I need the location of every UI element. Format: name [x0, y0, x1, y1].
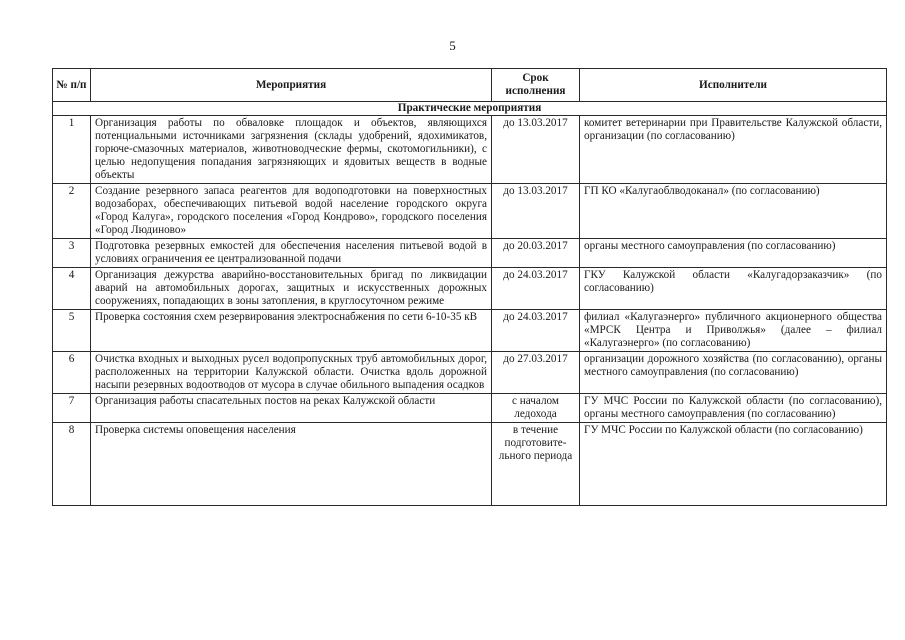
- row-executors: органы местного самоуправления (по согласованию): [580, 239, 887, 268]
- table-row: [53, 184, 887, 239]
- table-row: [53, 394, 887, 423]
- table-row: [53, 352, 887, 394]
- row-executors: ГКУ Калужской области «Калугадорзаказчик» (по согласованию): [580, 268, 887, 310]
- activities-table: [52, 68, 887, 506]
- row-executors: ГУ МЧС России по Калужской области (по согласованию): [580, 423, 887, 506]
- row-num: 2: [53, 184, 91, 239]
- row-activity: Организация работы спасательных постов на реках Калужской области: [91, 394, 492, 423]
- row-term: до 24.03.2017: [492, 268, 580, 310]
- row-num: 4: [53, 268, 91, 310]
- row-activity: Очистка входных и выходных русел водопропускных труб автомобильных дорог, расположенных на территории Калужской области. Очистка вдоль дорожной насыпи резервных водоотводов от мусора в случае обильного выпадения осадков: [91, 352, 492, 394]
- header-executors: Исполнители: [580, 69, 887, 102]
- table-row: [53, 239, 887, 268]
- row-term: до 13.03.2017: [492, 184, 580, 239]
- table-row: [53, 116, 887, 184]
- row-activity: Проверка системы оповещения населения: [91, 423, 492, 506]
- page-number: 5: [449, 38, 456, 53]
- table-row: [53, 268, 887, 310]
- row-term: до 20.03.2017: [492, 239, 580, 268]
- row-executors: ГУ МЧС России по Калужской области (по согласованию), органы местного самоуправления (по согласованию): [580, 394, 887, 423]
- section-title: Практические мероприятия: [53, 102, 887, 116]
- row-term: до 24.03.2017: [492, 310, 580, 352]
- row-num: 7: [53, 394, 91, 423]
- row-num: 3: [53, 239, 91, 268]
- table-row: [53, 310, 887, 352]
- row-activity: Организация работы по обваловке площадок и объектов, являющихся потенциальными источниками загрязнения (склады удобрений, ядохимикатов, горюче-смазочных материалов, животноводческие фермы, скотомогильники), с целью недопущения попадания загрязняющих и ядовитых веществ в водные объекты: [91, 116, 492, 184]
- row-activity: Проверка состояния схем резервирования электроснабжения по сети 6-10-35 кВ: [91, 310, 492, 352]
- header-num: № п/п: [53, 69, 91, 102]
- row-executors: филиал «Калугаэнерго» публичного акционерного общества «МРСК Центра и Приволжья» (далее – филиал «Калугаэнерго» (по согласованию): [580, 310, 887, 352]
- row-num: 6: [53, 352, 91, 394]
- section-row: [53, 102, 887, 116]
- row-activity: Организация дежурства аварийно-восстановительных бригад по ликвидации аварий на автомобильных дорогах, защитных и искусственных дорожных сооружениях, попадающих в зоны затопления, в круглосуточном режиме: [91, 268, 492, 310]
- row-executors: ГП КО «Калугаоблводоканал» (по согласованию): [580, 184, 887, 239]
- row-term: до 27.03.2017: [492, 352, 580, 394]
- row-term: до 13.03.2017: [492, 116, 580, 184]
- row-activity: Создание резервного запаса реагентов для водоподготовки на поверхностных водозаборах, обеспечивающих питьевой водой население городского округа «Город Калуга», городского поселения «Город Кондрово», городского поселения «Город Людиново»: [91, 184, 492, 239]
- row-term: с началом ледохода: [492, 394, 580, 423]
- header-term: Срок исполнения: [492, 69, 580, 102]
- row-executors: организации дорожного хозяйства (по согласованию), органы местного самоуправления (по согласованию): [580, 352, 887, 394]
- row-num: 1: [53, 116, 91, 184]
- header-activity: Мероприятия: [91, 69, 492, 102]
- row-executors: комитет ветеринарии при Правительстве Калужской области, организации (по согласованию): [580, 116, 887, 184]
- row-term: в течение подготовите-льного периода: [492, 423, 580, 506]
- table-header-row: [53, 69, 887, 102]
- row-num: 5: [53, 310, 91, 352]
- row-num: 8: [53, 423, 91, 506]
- row-activity: Подготовка резервных емкостей для обеспечения населения питьевой водой в условиях ограничения ее централизованной подачи: [91, 239, 492, 268]
- table-row: [53, 423, 887, 506]
